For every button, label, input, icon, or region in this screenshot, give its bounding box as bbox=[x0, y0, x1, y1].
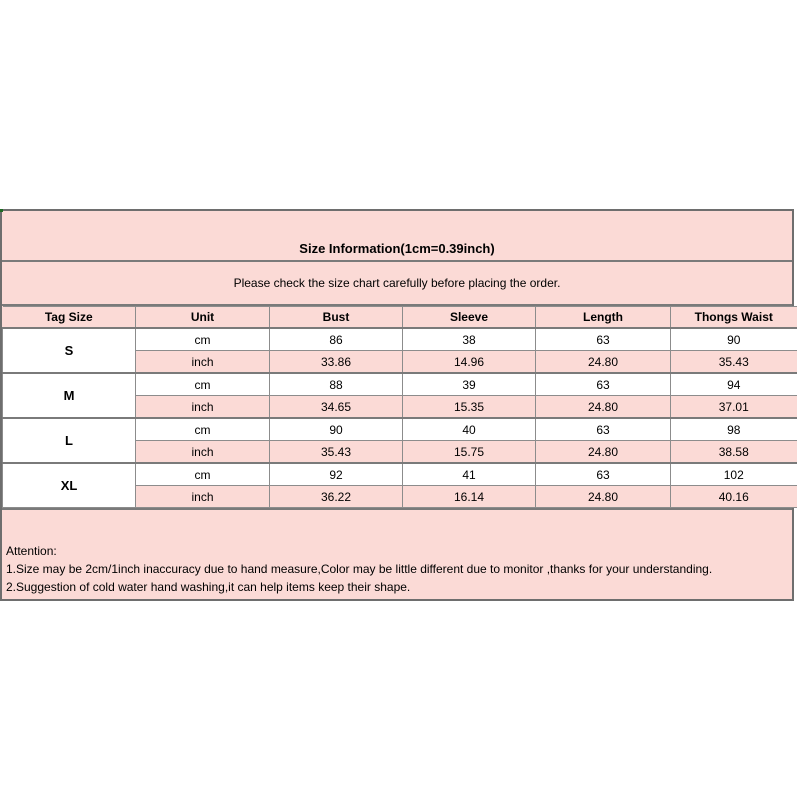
unit-cell: cm bbox=[136, 463, 270, 486]
attention-note: 2.Suggestion of cold water hand washing,it can help items keep their shape. bbox=[6, 580, 411, 594]
value-cell: 94 bbox=[671, 373, 797, 396]
sheet-subtitle: Please check the size chart carefully before placing the order. bbox=[2, 262, 792, 306]
value-cell: 39 bbox=[403, 373, 536, 396]
value-cell: 24.80 bbox=[536, 486, 671, 508]
unit-cell: inch bbox=[136, 396, 270, 419]
table-row bbox=[3, 463, 797, 486]
size-chart-table bbox=[2, 306, 797, 508]
value-cell: 15.75 bbox=[403, 441, 536, 464]
value-cell: 90 bbox=[270, 418, 403, 441]
value-cell: 35.43 bbox=[671, 351, 797, 374]
value-cell: 15.35 bbox=[403, 396, 536, 419]
unit-cell: cm bbox=[136, 373, 270, 396]
sheet-title: Size Information(1cm=0.39inch) bbox=[2, 211, 792, 262]
column-header-length: Length bbox=[536, 307, 671, 329]
value-cell: 37.01 bbox=[671, 396, 797, 419]
table-row bbox=[3, 373, 797, 396]
attention-heading: Attention: bbox=[6, 544, 57, 558]
column-header-unit: Unit bbox=[136, 307, 270, 329]
value-cell: 63 bbox=[536, 373, 671, 396]
corner-artifact-dot bbox=[0, 209, 3, 212]
value-cell: 38.58 bbox=[671, 441, 797, 464]
attention-note: 1.Size may be 2cm/1inch inaccuracy due to hand measure,Color may be little different due to monitor ,thanks for your understanding. bbox=[6, 562, 713, 576]
unit-cell: inch bbox=[136, 351, 270, 374]
value-cell: 40 bbox=[403, 418, 536, 441]
value-cell: 88 bbox=[270, 373, 403, 396]
unit-cell: inch bbox=[136, 486, 270, 508]
value-cell: 33.86 bbox=[270, 351, 403, 374]
size-label-cell: M bbox=[3, 373, 136, 418]
size-information-sheet bbox=[0, 209, 794, 601]
value-cell: 63 bbox=[536, 328, 671, 351]
value-cell: 38 bbox=[403, 328, 536, 351]
unit-cell: inch bbox=[136, 441, 270, 464]
value-cell: 34.65 bbox=[270, 396, 403, 419]
value-cell: 14.96 bbox=[403, 351, 536, 374]
value-cell: 24.80 bbox=[536, 441, 671, 464]
value-cell: 24.80 bbox=[536, 396, 671, 419]
table-row bbox=[3, 328, 797, 351]
value-cell: 92 bbox=[270, 463, 403, 486]
value-cell: 63 bbox=[536, 418, 671, 441]
value-cell: 63 bbox=[536, 463, 671, 486]
value-cell: 90 bbox=[671, 328, 797, 351]
value-cell: 102 bbox=[671, 463, 797, 486]
size-label-cell: L bbox=[3, 418, 136, 463]
column-header-tag-size: Tag Size bbox=[3, 307, 136, 329]
size-label-cell: S bbox=[3, 328, 136, 373]
value-cell: 98 bbox=[671, 418, 797, 441]
column-header-bust: Bust bbox=[270, 307, 403, 329]
size-label-cell: XL bbox=[3, 463, 136, 508]
unit-cell: cm bbox=[136, 418, 270, 441]
value-cell: 24.80 bbox=[536, 351, 671, 374]
value-cell: 16.14 bbox=[403, 486, 536, 508]
table-row bbox=[3, 418, 797, 441]
value-cell: 86 bbox=[270, 328, 403, 351]
value-cell: 40.16 bbox=[671, 486, 797, 508]
column-header-thongs-waist: Thongs Waist bbox=[671, 307, 797, 329]
value-cell: 35.43 bbox=[270, 441, 403, 464]
table-header-row bbox=[3, 307, 797, 329]
value-cell: 36.22 bbox=[270, 486, 403, 508]
attention-note-block bbox=[2, 508, 792, 599]
unit-cell: cm bbox=[136, 328, 270, 351]
value-cell: 41 bbox=[403, 463, 536, 486]
column-header-sleeve: Sleeve bbox=[403, 307, 536, 329]
